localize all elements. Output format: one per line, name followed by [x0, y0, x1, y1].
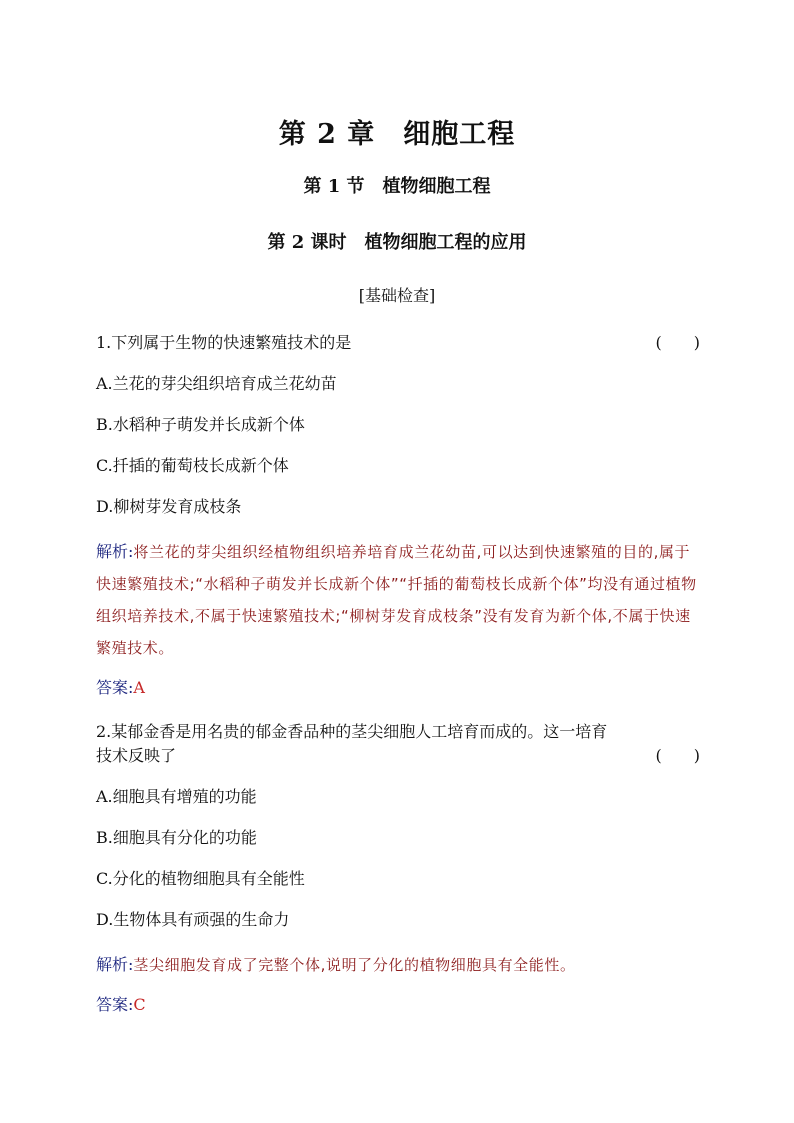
option-b: B.水稻种子萌发并长成新个体 [96, 415, 305, 434]
section-tag: [基础检查] [358, 286, 436, 305]
option-a: A.兰花的芽尖组织培育成兰花幼苗 [96, 374, 337, 393]
analysis-label: 解析: [96, 542, 134, 561]
answer-label: 答案: [96, 678, 134, 697]
question-1 [96, 331, 700, 700]
answer [96, 676, 700, 700]
answer-blank: ( ) [655, 333, 700, 352]
chapter-title: 第 2 章 细胞工程 [278, 119, 516, 150]
analysis [96, 536, 700, 664]
answer-value: A [133, 678, 145, 697]
question-stem [96, 331, 700, 355]
answer-label: 答案: [96, 995, 134, 1014]
option-c: C.扦插的葡萄枝长成新个体 [96, 456, 289, 475]
question-stem [96, 720, 700, 768]
option-c: C.分化的植物细胞具有全能性 [96, 869, 305, 888]
option-b: B.细胞具有分化的功能 [96, 828, 257, 847]
analysis [96, 949, 700, 981]
section-title: 第 1 节 植物细胞工程 [303, 176, 491, 197]
question-2 [96, 720, 700, 1017]
option-d: D.柳树芽发育成枝条 [96, 497, 242, 516]
analysis-text: 将兰花的芽尖组织经植物组织培养培育成兰花幼苗,可以达到快速繁殖的目的,属于快速繁殖技术;“水稻种子萌发并长成新个体”“扦插的葡萄枝长成新个体”均没有通过植物组织培养技术,不属于快速繁殖技术;“柳树芽发育成枝条”没有发育为新个体,不属于快速繁殖技术。 [96, 543, 697, 657]
question-stem-continuation: 技术反映了 [96, 746, 177, 765]
answer-value: C [133, 995, 146, 1014]
option-d: D.生物体具有顽强的生命力 [96, 910, 290, 929]
analysis-label: 解析: [96, 955, 134, 974]
analysis-text: 茎尖细胞发育成了完整个体,说明了分化的植物细胞具有全能性。 [133, 956, 576, 974]
lesson-title: 第 2 课时 植物细胞工程的应用 [267, 232, 527, 253]
question-stem-text: 1.下列属于生物的快速繁殖技术的是 [96, 333, 352, 352]
option-a: A.细胞具有增殖的功能 [96, 787, 257, 806]
answer-blank: ( ) [655, 746, 700, 765]
question-stem-text: 2.某郁金香是用名贵的郁金香品种的茎尖细胞人工培育而成的。这一培育 [96, 722, 608, 741]
answer [96, 993, 700, 1017]
